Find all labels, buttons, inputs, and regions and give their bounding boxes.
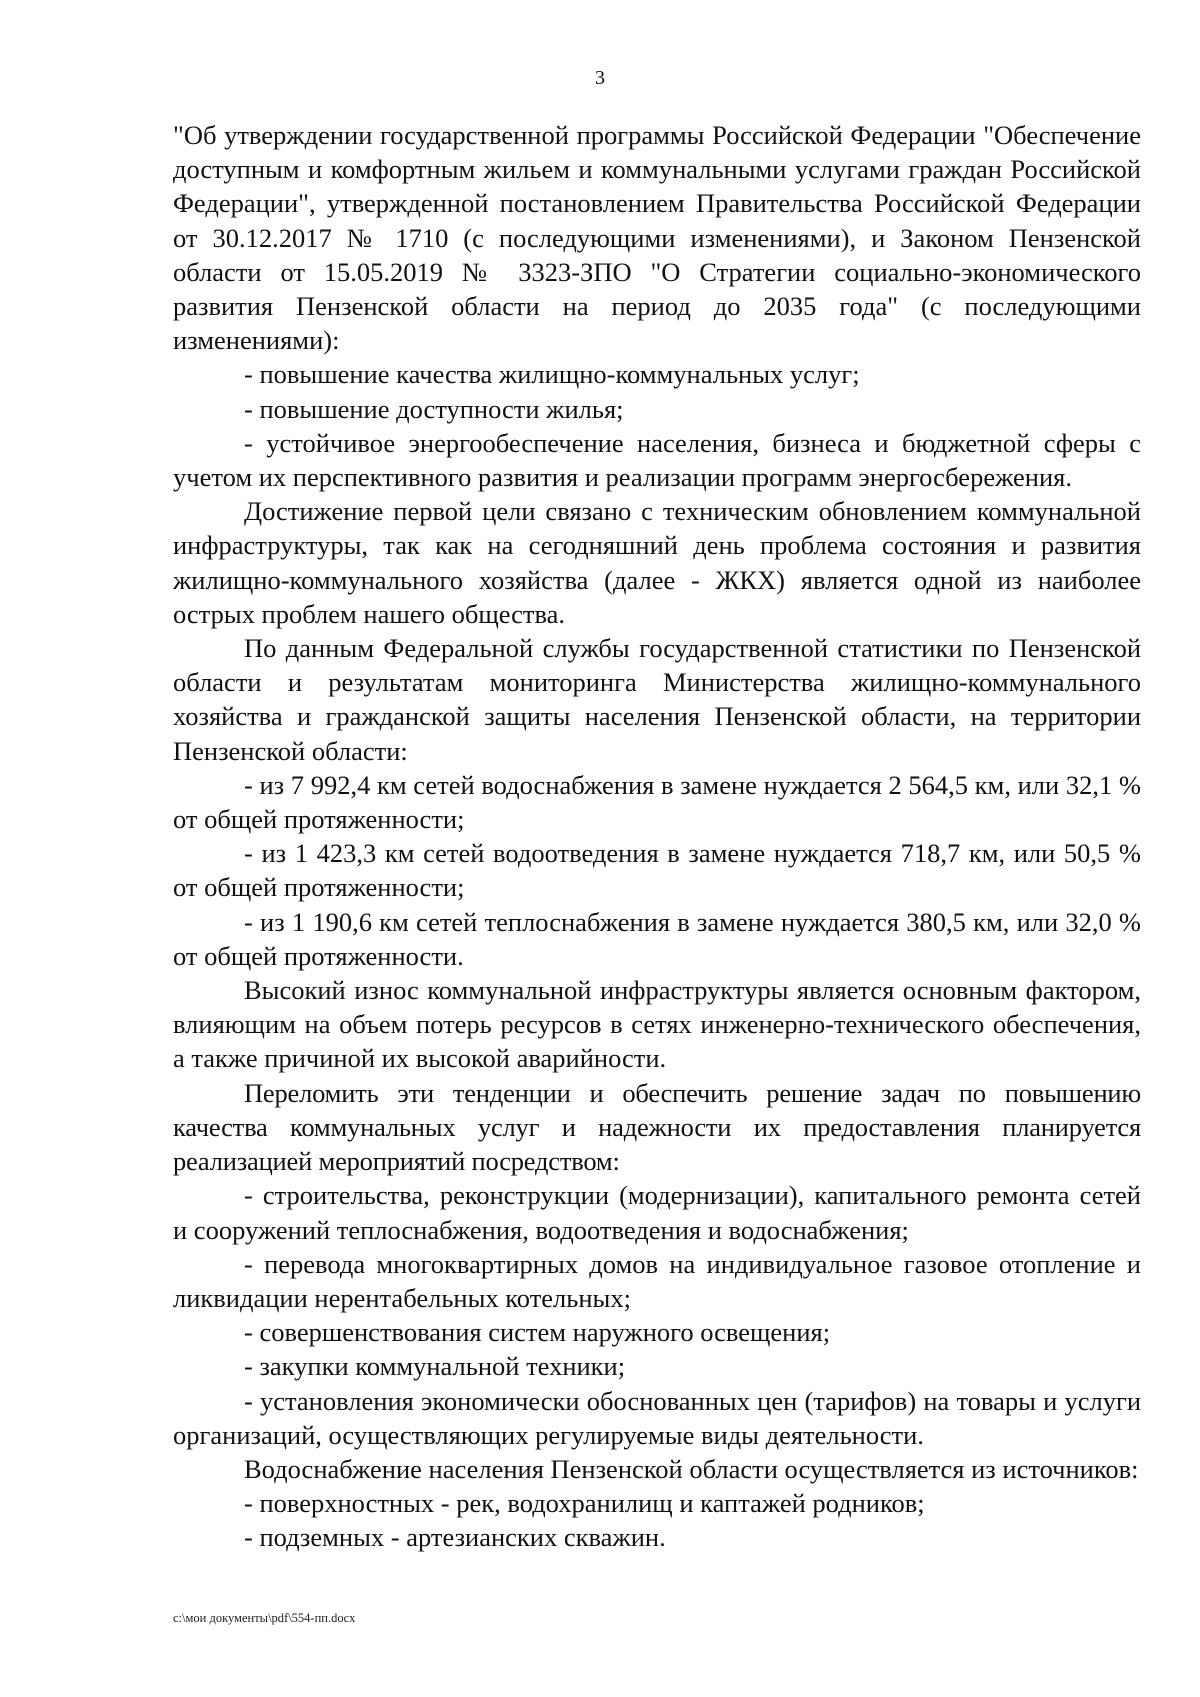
list-item-energy-supply: - устойчивое энергообеспечение населения, бизнеса и бюджетной сферы с учетом их перспективного развития и реализации программ энергосбережения. [173,427,1141,493]
list-item-surface-sources: - поверхностных - рек, водохранилищ и каптажей родников; [244,1488,925,1519]
document-body [173,118,1141,1555]
list-item-street-lighting: - совершенствования систем наружного освещения; [244,1317,831,1348]
paragraph-infrastructure-wear: Высокий износ коммунальной инфраструктуры является основным фактором, влияющим на объем потерь ресурсов в сетях инженерно-технического обеспечения, а также причиной их высокой аварийности. [173,975,1141,1074]
paragraph-legal-basis: "Об утверждении государственной программы Российской Федерации "Обеспечение доступным и комфортным жильем и коммунальными услугами граждан Российской Федерации", утвержденной постановлением Правительства Российской Федерации от 30.12.2017 № 1710 (с последующими изменениями), и Законом Пензенской области от 15.05.2019 № 3323-ЗПО "О Стратегии социально-экономического развития Пензенской области на период до 2035 года" (с последующими изменениями): [173,120,1141,356]
list-item-water-supply-networks: - из 7 992,4 км сетей водоснабжения в замене нуждается 2 564,5 км, или 32,1 % от общей протяженности; [173,769,1141,835]
list-item-construction: - строительства, реконструкции (модернизации), капитального ремонта сетей и сооружений теплоснабжения, водоотведения и водоснабжения; [173,1180,1141,1245]
paragraph-measures-intro: Переломить эти тенденции и обеспечить решение задач по повышению качества коммунальных услуг и надежности их предоставления планируется реализацией мероприятий посредством: [173,1077,1141,1177]
paragraph-statistics-intro: По данным Федеральной службы государственной статистики по Пензенской области и результатам мониторинга Министерства жилищно-коммунального хозяйства и гражданской защиты населения Пензенской области, на территории Пензенской области: [173,633,1141,766]
list-item-municipal-equipment: - закупки коммунальной техники; [244,1351,626,1382]
list-item-heat-supply-networks: - из 1 190,6 км сетей теплоснабжения в замене нуждается 380,5 км, или 32,0 % от общей протяженности. [173,906,1141,971]
list-item-housing-affordability: - повышение доступности жилья; [244,393,624,424]
page-number: 3 [595,67,605,89]
list-item-underground-sources: - подземных - артезианских скважин. [244,1522,666,1553]
list-item-housing-services-quality: - повышение качества жилищно-коммунальных услуг; [244,359,860,390]
list-item-sewerage-networks: - из 1 423,3 км сетей водоотведения в замене нуждается 718,7 км, или 50,5 % от общей протяженности; [173,838,1141,903]
list-item-gas-heating: - перевода многоквартирных домов на индивидуальное газовое отопление и ликвидации нерентабельных котельных; [173,1248,1141,1313]
paragraph-first-goal: Достижение первой цели связано с техническим обновлением коммунальной инфраструктуры, так как на сегодняшний день проблема состояния и развития жилищно-коммунального хозяйства (далее - ЖКХ) является одной из наиболее острых проблем нашего общества. [173,496,1141,629]
file-path-footer: c:\мои документы\pdf\554-пп.docx [173,1611,356,1625]
paragraph-water-sources: Водоснабжение населения Пензенской области осуществляется из источников: [244,1453,1139,1484]
list-item-tariffs: - установления экономически обоснованных цен (тарифов) на товары и услуги организаций, осуществляющих регулируемые виды деятельности. [173,1385,1141,1450]
